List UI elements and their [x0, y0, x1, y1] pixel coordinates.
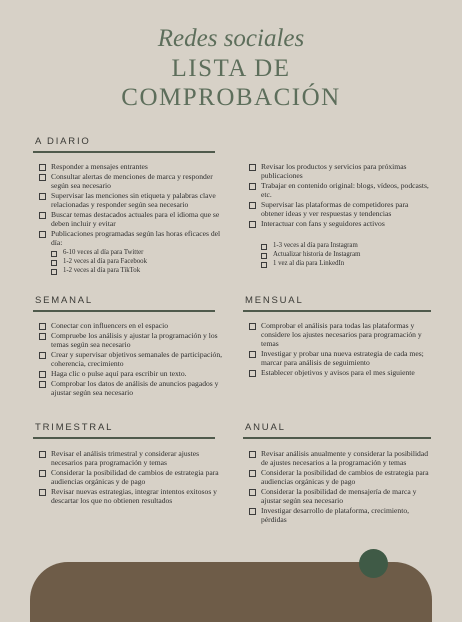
diario-left-column	[37, 162, 232, 276]
checkbox-icon[interactable]	[39, 451, 46, 458]
anual-column	[247, 449, 432, 525]
checklist-item[interactable]: Supervisar las plataformas de competidores para obtener ideas y ver respuestas y tendencias	[247, 200, 432, 218]
section-heading: ANUAL	[245, 422, 286, 433]
checkbox-icon[interactable]	[39, 174, 46, 181]
checklist-item[interactable]: Conectar con influencers en el espacio	[37, 321, 232, 330]
checklist-item[interactable]: Revisar análisis anualmente y considerar la posibilidad de ajustes necesarios a la programación y temas	[247, 449, 432, 467]
section-diario-header	[33, 135, 215, 153]
section-mensual-header	[243, 294, 431, 312]
page-subtitle: Redes sociales	[157, 25, 305, 52]
checklist-item[interactable]: Buscar temas destacados actuales para el idioma que se deben incluir y evitar	[37, 210, 232, 228]
checklist-item[interactable]: Comprobar el análisis para todas las plataformas y considere los ajustes necesarios para programación y temas	[247, 321, 432, 349]
section-anual-header	[243, 421, 431, 439]
checklist	[37, 449, 232, 505]
checklist-item[interactable]: Consultar alertas de menciones de marca y responder según sea necesario	[37, 172, 232, 190]
checkbox-icon[interactable]	[249, 370, 256, 377]
checklist-sub-item[interactable]: 1-2 veces al día para TikTok	[37, 267, 232, 276]
section-divider	[33, 437, 215, 439]
page-title-line-2: COMPROBACIÓN	[121, 84, 341, 111]
checklist-item[interactable]: Considerar la posibilidad de cambios de estrategia para audiencias orgánicas y de pago	[247, 468, 432, 486]
checklist	[37, 162, 232, 247]
checkbox-icon[interactable]	[51, 251, 57, 257]
checklist	[247, 162, 432, 228]
decorative-circle	[359, 549, 388, 578]
checklist-item[interactable]: Revisar el análisis trimestral y considerar ajustes necesarios para programación y temas	[37, 449, 232, 467]
checkbox-icon[interactable]	[249, 508, 256, 515]
page-title-line-1: LISTA DE	[171, 55, 291, 82]
checkbox-icon[interactable]	[39, 470, 46, 477]
semanal-column	[37, 321, 232, 398]
checklist	[37, 321, 232, 397]
checklist	[247, 449, 432, 524]
checkbox-icon[interactable]	[261, 262, 267, 268]
checklist-sub	[247, 242, 432, 269]
checkbox-icon[interactable]	[39, 489, 46, 496]
checklist-item[interactable]: Considerar la posibilidad de cambios de estrategia para audiencias orgánicas y de pago	[37, 468, 232, 486]
checkbox-icon[interactable]	[51, 269, 57, 275]
checklist-item[interactable]: Haga clic o pulse aquí para escribir un texto.	[37, 369, 232, 378]
checklist-item[interactable]: Crear y supervisar objetivos semanales de participación, coherencia, crecimiento	[37, 350, 232, 368]
checklist-sub-item[interactable]: 1-3 veces al día para Instagram	[247, 242, 432, 251]
checkbox-icon[interactable]	[249, 202, 256, 209]
checklist-item[interactable]: Publicaciones programadas según las horas eficaces del día:	[37, 229, 232, 247]
checklist-item[interactable]: Responder a mensajes entrantes	[37, 162, 232, 171]
checkbox-icon[interactable]	[39, 333, 46, 340]
checklist-item[interactable]: Interactuar con fans y seguidores activos	[247, 219, 432, 228]
section-heading: SEMANAL	[35, 295, 94, 306]
section-heading: TRIMESTRAL	[35, 422, 114, 433]
checkbox-icon[interactable]	[249, 183, 256, 190]
checkbox-icon[interactable]	[39, 231, 46, 238]
checklist-sub-item[interactable]: 6-10 veces al día para Twitter	[37, 249, 232, 258]
mensual-column	[247, 321, 432, 378]
diario-right-column	[247, 162, 432, 269]
section-divider	[243, 437, 431, 439]
section-divider	[33, 151, 215, 153]
checklist-sub-item[interactable]: 1 vez al día para LinkedIn	[247, 260, 432, 269]
page-header	[0, 24, 462, 112]
checklist-sub	[37, 249, 232, 276]
checkbox-icon[interactable]	[39, 164, 46, 171]
checklist-item[interactable]: Establecer objetivos y avisos para el mes siguiente	[247, 368, 432, 377]
checklist-item[interactable]: Considerar la posibilidad de mensajería de marca y ajustar según sea necesario	[247, 487, 432, 505]
checklist-item[interactable]: Compruebe los análisis y ajustar la programación y los temas según sea necesario	[37, 331, 232, 349]
checklist-item[interactable]: Investigar y probar una nueva estrategia de cada mes; marcar para análisis de seguimiento	[247, 349, 432, 367]
checkbox-icon[interactable]	[39, 371, 46, 378]
checklist-item[interactable]: Supervisar las menciones sin etiqueta y palabras clave relacionadas y responder según sea necesario	[37, 191, 232, 209]
checklist-item[interactable]: Trabajar en contenido original: blogs, vídeos, podcasts, etc.	[247, 181, 432, 199]
checkbox-icon[interactable]	[51, 260, 57, 266]
checkbox-icon[interactable]	[39, 193, 46, 200]
section-trimestral-header	[33, 421, 215, 439]
checkbox-icon[interactable]	[39, 352, 46, 359]
checklist-item[interactable]: Investigar desarrollo de plataforma, crecimiento, pérdidas	[247, 506, 432, 524]
checkbox-icon[interactable]	[249, 221, 256, 228]
checklist-item[interactable]: Revisar nuevas estrategias, integrar intentos exitosos y descartar los que no obtienen resultados	[37, 487, 232, 505]
checkbox-icon[interactable]	[39, 212, 46, 219]
checkbox-icon[interactable]	[249, 451, 256, 458]
section-heading: A DIARIO	[35, 136, 91, 147]
checkbox-icon[interactable]	[249, 323, 256, 330]
checkbox-icon[interactable]	[261, 253, 267, 259]
checkbox-icon[interactable]	[249, 351, 256, 358]
checklist-sub-item[interactable]: Actualizar historia de Instagram	[247, 251, 432, 260]
checkbox-icon[interactable]	[249, 470, 256, 477]
section-divider	[243, 310, 431, 312]
checkbox-icon[interactable]	[261, 244, 267, 250]
checkbox-icon[interactable]	[249, 164, 256, 171]
section-divider	[33, 310, 215, 312]
checkbox-icon[interactable]	[249, 489, 256, 496]
checklist	[247, 321, 432, 377]
checklist-item[interactable]: Comprobar los datos de análisis de anuncios pagados y ajustar según sea necesario	[37, 379, 232, 397]
section-heading: MENSUAL	[245, 295, 304, 306]
checkbox-icon[interactable]	[39, 323, 46, 330]
trimestral-column	[37, 449, 232, 506]
checklist-sub-item[interactable]: 1-2 veces al día para Facebook	[37, 258, 232, 267]
checklist-item[interactable]: Revisar los productos y servicios para próximas publicaciones	[247, 162, 432, 180]
checkbox-icon[interactable]	[39, 381, 46, 388]
section-semanal-header	[33, 294, 215, 312]
